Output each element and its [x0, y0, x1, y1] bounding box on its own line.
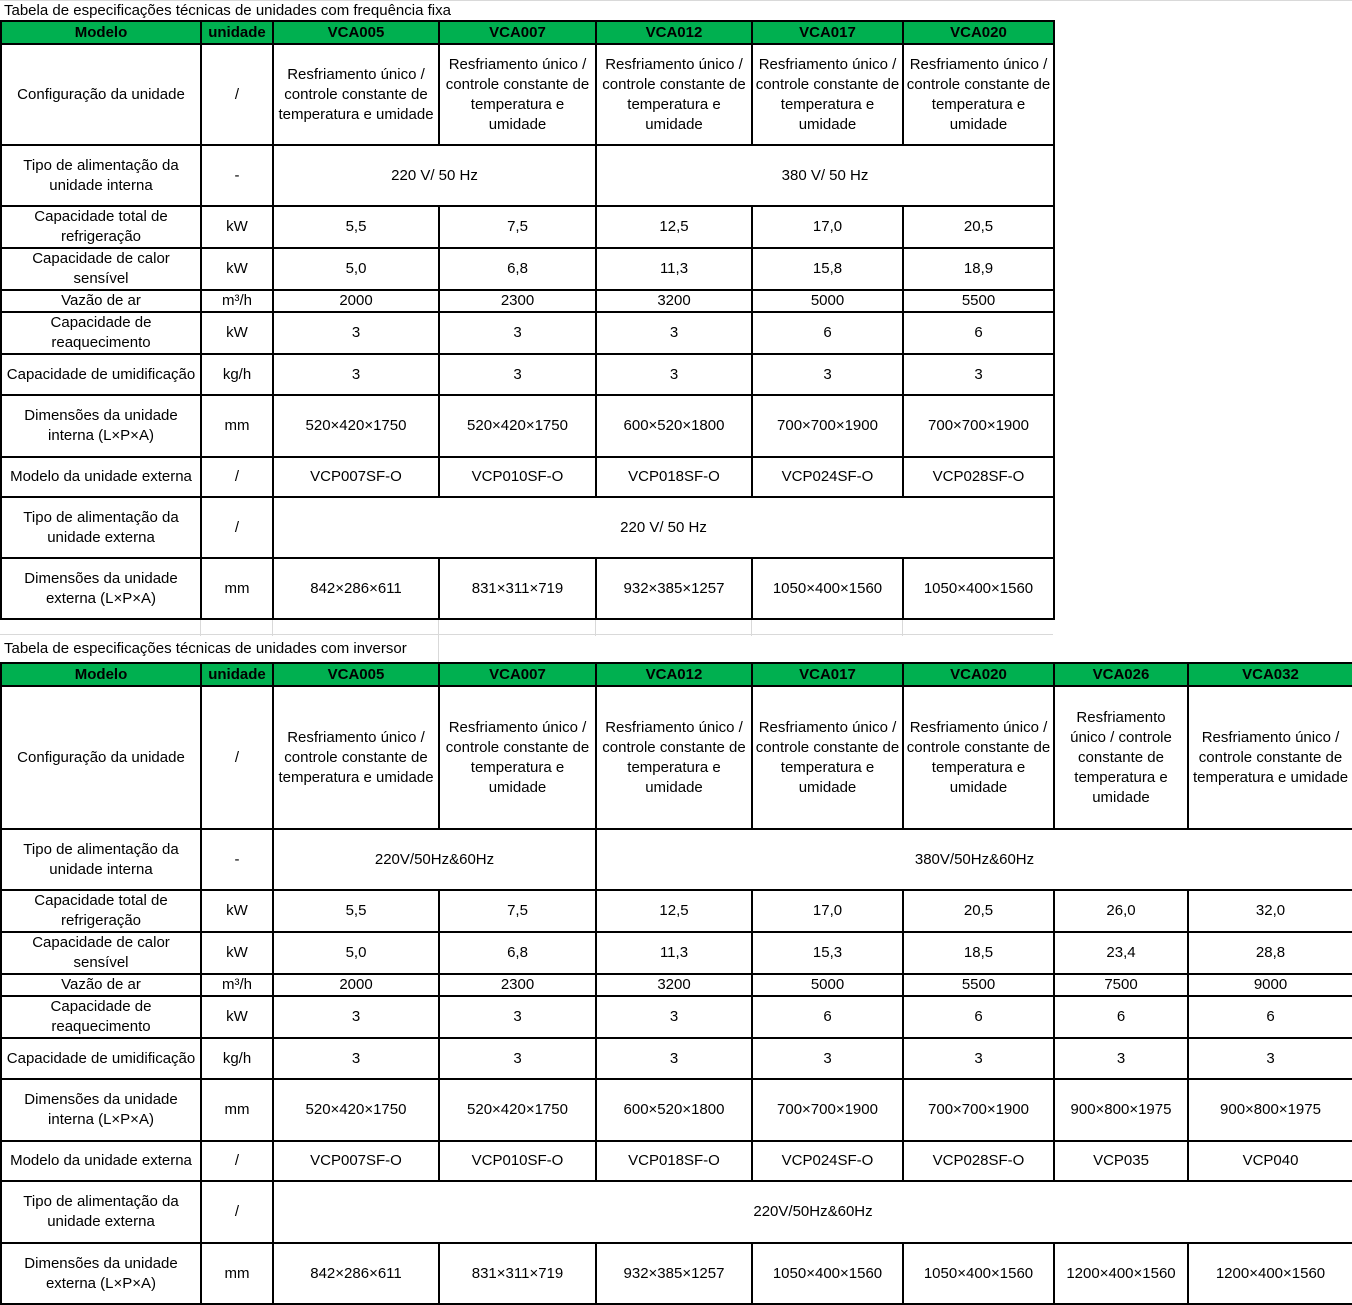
- row-unit: kW: [201, 996, 273, 1038]
- cell-value: 15,8: [752, 248, 903, 290]
- cell-value: 700×700×1900: [903, 395, 1054, 457]
- cell-value: 831×311×719: [439, 1243, 596, 1304]
- header-model-vca005: VCA005: [273, 663, 439, 686]
- row-label: Dimensões da unidade externa (L×P×A): [1, 1243, 201, 1304]
- row-unit: kW: [201, 890, 273, 932]
- table-row-power-internal: [1, 145, 1054, 206]
- table-row-config: [1, 686, 1352, 829]
- row-label: Tipo de alimentação da unidade externa: [1, 497, 201, 558]
- cell-value: Resfriamento único / controle constante de temperatura e umidade: [903, 44, 1054, 145]
- table-row-humidify: [1, 354, 1054, 395]
- cell-value: 3: [752, 1038, 903, 1079]
- table-row-power-external: [1, 497, 1054, 558]
- header-unit: unidade: [201, 663, 273, 686]
- table-row-humidify: [1, 1038, 1352, 1079]
- cell-value: 3: [439, 354, 596, 395]
- cell-value: 932×385×1257: [596, 558, 752, 619]
- cell-value: VCP007SF-O: [273, 457, 439, 497]
- row-unit: /: [201, 1141, 273, 1181]
- header-model-vca007: VCA007: [439, 663, 596, 686]
- cell-value: 831×311×719: [439, 558, 596, 619]
- cell-value: Resfriamento único / controle constante de temperatura e umidade: [439, 686, 596, 829]
- table-row-outdoor-model: [1, 457, 1054, 497]
- row-unit: /: [201, 44, 273, 145]
- cell-value: 5,5: [273, 890, 439, 932]
- cell-value: 12,5: [596, 206, 752, 248]
- cell-value: 3: [273, 312, 439, 354]
- cell-value: 600×520×1800: [596, 1079, 752, 1141]
- row-label: Tipo de alimentação da unidade interna: [1, 145, 201, 206]
- header-model-vca017: VCA017: [752, 663, 903, 686]
- cell-value: 26,0: [1054, 890, 1188, 932]
- header-model: Modelo: [1, 21, 201, 44]
- cell-value: VCP010SF-O: [439, 1141, 596, 1181]
- cell-value: VCP018SF-O: [596, 1141, 752, 1181]
- cell-value: 700×700×1900: [752, 1079, 903, 1141]
- cell-value: VCP024SF-O: [752, 457, 903, 497]
- cell-value: 3: [1188, 1038, 1352, 1079]
- cell-value: 842×286×611: [273, 558, 439, 619]
- row-label: Vazão de ar: [1, 290, 201, 312]
- cell-value: 1050×400×1560: [752, 558, 903, 619]
- cell-value: 3: [439, 996, 596, 1038]
- row-unit: m³/h: [201, 290, 273, 312]
- cell-value: 3: [439, 1038, 596, 1079]
- cell-value: 5,0: [273, 932, 439, 974]
- cell-value: 3: [1054, 1038, 1188, 1079]
- cell-value: 3200: [596, 290, 752, 312]
- cell-value: 6,8: [439, 248, 596, 290]
- row-label: Configuração da unidade: [1, 686, 201, 829]
- row-label: Modelo da unidade externa: [1, 1141, 201, 1181]
- row-label: Capacidade de reaquecimento: [1, 996, 201, 1038]
- cell-value: 1050×400×1560: [903, 1243, 1054, 1304]
- cell-value: Resfriamento único / controle constante de temperatura e umidade: [752, 686, 903, 829]
- row-unit: kW: [201, 248, 273, 290]
- row-label: Capacidade de reaquecimento: [1, 312, 201, 354]
- cell-merged-value: 220 V/ 50 Hz: [273, 497, 1054, 558]
- cell-value: 520×420×1750: [273, 1079, 439, 1141]
- cell-value: 15,3: [752, 932, 903, 974]
- cell-merged-value: 380V/50Hz&60Hz: [596, 829, 1352, 890]
- row-label: Capacidade total de refrigeração: [1, 206, 201, 248]
- cell-value: 6: [752, 312, 903, 354]
- cell-value: 17,0: [752, 890, 903, 932]
- cell-value: Resfriamento único / controle constante de temperatura e umidade: [1054, 686, 1188, 829]
- row-label: Capacidade total de refrigeração: [1, 890, 201, 932]
- cell-value: Resfriamento único / controle constante de temperatura e umidade: [273, 44, 439, 145]
- table-row-dim-external: [1, 1243, 1352, 1304]
- spec-table-inverter: [0, 662, 1352, 1305]
- cell-value: 1050×400×1560: [903, 558, 1054, 619]
- cell-value: Resfriamento único / controle constante de temperatura e umidade: [903, 686, 1054, 829]
- row-unit: /: [201, 457, 273, 497]
- cell-value: 7,5: [439, 890, 596, 932]
- row-unit: mm: [201, 558, 273, 619]
- cell-value: 7,5: [439, 206, 596, 248]
- sheet-gridline: [438, 614, 439, 662]
- cell-value: 520×420×1750: [439, 1079, 596, 1141]
- row-unit: -: [201, 829, 273, 890]
- cell-value: VCP040: [1188, 1141, 1352, 1181]
- row-label: Tipo de alimentação da unidade interna: [1, 829, 201, 890]
- cell-value: 600×520×1800: [596, 395, 752, 457]
- cell-value: 5000: [752, 974, 903, 996]
- row-unit: kg/h: [201, 354, 273, 395]
- cell-value: Resfriamento único / controle constante de temperatura e umidade: [596, 686, 752, 829]
- cell-value: VCP024SF-O: [752, 1141, 903, 1181]
- cell-merged-value: 220 V/ 50 Hz: [273, 145, 596, 206]
- row-unit: kW: [201, 932, 273, 974]
- cell-value: 3: [752, 354, 903, 395]
- table-row-cooling-total: [1, 206, 1054, 248]
- row-unit: mm: [201, 395, 273, 457]
- header-model-vca005: VCA005: [273, 21, 439, 44]
- cell-value: 3: [596, 1038, 752, 1079]
- cell-value: 3: [903, 1038, 1054, 1079]
- cell-value: 900×800×1975: [1188, 1079, 1352, 1141]
- cell-value: 3: [903, 354, 1054, 395]
- table-title-fixed-frequency: Tabela de especificações técnicas de unidades com frequência fixa: [4, 2, 451, 19]
- cell-value: 3: [596, 996, 752, 1038]
- row-unit: /: [201, 1181, 273, 1243]
- cell-value: 6: [903, 312, 1054, 354]
- table-row-dim-internal: [1, 395, 1054, 457]
- row-unit: /: [201, 497, 273, 558]
- cell-value: 2000: [273, 974, 439, 996]
- cell-value: 5500: [903, 290, 1054, 312]
- cell-value: VCP018SF-O: [596, 457, 752, 497]
- row-label: Capacidade de calor sensível: [1, 248, 201, 290]
- cell-value: 6: [903, 996, 1054, 1038]
- cell-value: VCP007SF-O: [273, 1141, 439, 1181]
- cell-value: 32,0: [1188, 890, 1352, 932]
- cell-value: 900×800×1975: [1054, 1079, 1188, 1141]
- spec-table-fixed-frequency: [0, 20, 1055, 620]
- row-label: Modelo da unidade externa: [1, 457, 201, 497]
- row-unit: kW: [201, 206, 273, 248]
- header-model-vca020: VCA020: [903, 21, 1054, 44]
- table-header-row: [1, 663, 1352, 686]
- table-row-power-external: [1, 1181, 1352, 1243]
- cell-value: 11,3: [596, 932, 752, 974]
- cell-value: 700×700×1900: [903, 1079, 1054, 1141]
- cell-value: Resfriamento único / controle constante de temperatura e umidade: [1188, 686, 1352, 829]
- cell-value: 6: [1188, 996, 1352, 1038]
- cell-value: 2300: [439, 290, 596, 312]
- cell-merged-value: 220V/50Hz&60Hz: [273, 829, 596, 890]
- table-title-inverter: Tabela de especificações técnicas de unidades com inversor: [4, 640, 407, 657]
- header-model: Modelo: [1, 663, 201, 686]
- cell-value: 18,9: [903, 248, 1054, 290]
- cell-value: VCP028SF-O: [903, 1141, 1054, 1181]
- table-row-airflow: [1, 290, 1054, 312]
- row-label: Dimensões da unidade interna (L×P×A): [1, 1079, 201, 1141]
- cell-value: VCP028SF-O: [903, 457, 1054, 497]
- cell-value: 18,5: [903, 932, 1054, 974]
- row-unit: mm: [201, 1243, 273, 1304]
- row-unit: kg/h: [201, 1038, 273, 1079]
- cell-value: 1200×400×1560: [1054, 1243, 1188, 1304]
- table-row-airflow: [1, 974, 1352, 996]
- table-row-outdoor-model: [1, 1141, 1352, 1181]
- header-model-vca007: VCA007: [439, 21, 596, 44]
- cell-value: Resfriamento único / controle constante de temperatura e umidade: [596, 44, 752, 145]
- cell-value: 9000: [1188, 974, 1352, 996]
- cell-value: 1050×400×1560: [752, 1243, 903, 1304]
- cell-value: 2000: [273, 290, 439, 312]
- cell-value: 28,8: [1188, 932, 1352, 974]
- cell-value: Resfriamento único / controle constante de temperatura e umidade: [752, 44, 903, 145]
- cell-value: 5000: [752, 290, 903, 312]
- cell-value: 6: [752, 996, 903, 1038]
- cell-value: 2300: [439, 974, 596, 996]
- cell-value: Resfriamento único / controle constante de temperatura e umidade: [273, 686, 439, 829]
- cell-value: 3: [439, 312, 596, 354]
- table-row-config: [1, 44, 1054, 145]
- row-unit: kW: [201, 312, 273, 354]
- table-row-dim-external: [1, 558, 1054, 619]
- cell-value: 17,0: [752, 206, 903, 248]
- row-label: Configuração da unidade: [1, 44, 201, 145]
- row-label: Vazão de ar: [1, 974, 201, 996]
- cell-value: 7500: [1054, 974, 1188, 996]
- cell-value: 5,0: [273, 248, 439, 290]
- cell-value: 3200: [596, 974, 752, 996]
- cell-value: 6: [1054, 996, 1188, 1038]
- row-unit: /: [201, 686, 273, 829]
- row-label: Tipo de alimentação da unidade externa: [1, 1181, 201, 1243]
- row-label: Capacidade de umidificação: [1, 354, 201, 395]
- table-row-cooling-total: [1, 890, 1352, 932]
- cell-value: 1200×400×1560: [1188, 1243, 1352, 1304]
- cell-value: 5,5: [273, 206, 439, 248]
- cell-value: 6,8: [439, 932, 596, 974]
- cell-value: 12,5: [596, 890, 752, 932]
- cell-value: 3: [273, 354, 439, 395]
- row-label: Dimensões da unidade externa (L×P×A): [1, 558, 201, 619]
- table-row-sensible-heat: [1, 248, 1054, 290]
- cell-value: Resfriamento único / controle constante de temperatura e umidade: [439, 44, 596, 145]
- cell-value: 3: [596, 354, 752, 395]
- table-row-power-internal: [1, 829, 1352, 890]
- header-model-vca020: VCA020: [903, 663, 1054, 686]
- header-unit: unidade: [201, 21, 273, 44]
- cell-value: 842×286×611: [273, 1243, 439, 1304]
- cell-merged-value: 380 V/ 50 Hz: [596, 145, 1054, 206]
- table-row-sensible-heat: [1, 932, 1352, 974]
- row-unit: m³/h: [201, 974, 273, 996]
- cell-value: 932×385×1257: [596, 1243, 752, 1304]
- table-row-dim-internal: [1, 1079, 1352, 1141]
- cell-value: 20,5: [903, 890, 1054, 932]
- cell-value: 3: [596, 312, 752, 354]
- cell-value: 3: [273, 996, 439, 1038]
- cell-value: 520×420×1750: [439, 395, 596, 457]
- cell-value: 700×700×1900: [752, 395, 903, 457]
- cell-value: 3: [273, 1038, 439, 1079]
- header-model-vca017: VCA017: [752, 21, 903, 44]
- header-model-vca012: VCA012: [596, 663, 752, 686]
- cell-merged-value: 220V/50Hz&60Hz: [273, 1181, 1352, 1243]
- cell-value: 520×420×1750: [273, 395, 439, 457]
- row-label: Dimensões da unidade interna (L×P×A): [1, 395, 201, 457]
- cell-value: VCP010SF-O: [439, 457, 596, 497]
- cell-value: 20,5: [903, 206, 1054, 248]
- table-row-reheat: [1, 312, 1054, 354]
- row-label: Capacidade de umidificação: [1, 1038, 201, 1079]
- cell-value: 5500: [903, 974, 1054, 996]
- row-unit: mm: [201, 1079, 273, 1141]
- row-label: Capacidade de calor sensível: [1, 932, 201, 974]
- cell-value: VCP035: [1054, 1141, 1188, 1181]
- cell-value: 23,4: [1054, 932, 1188, 974]
- table-header-row: [1, 21, 1054, 44]
- row-unit: -: [201, 145, 273, 206]
- sheet-gridline: [0, 634, 1053, 635]
- cell-value: 11,3: [596, 248, 752, 290]
- header-model-vca026: VCA026: [1054, 663, 1188, 686]
- header-model-vca032: VCA032: [1188, 663, 1352, 686]
- table-row-reheat: [1, 996, 1352, 1038]
- header-model-vca012: VCA012: [596, 21, 752, 44]
